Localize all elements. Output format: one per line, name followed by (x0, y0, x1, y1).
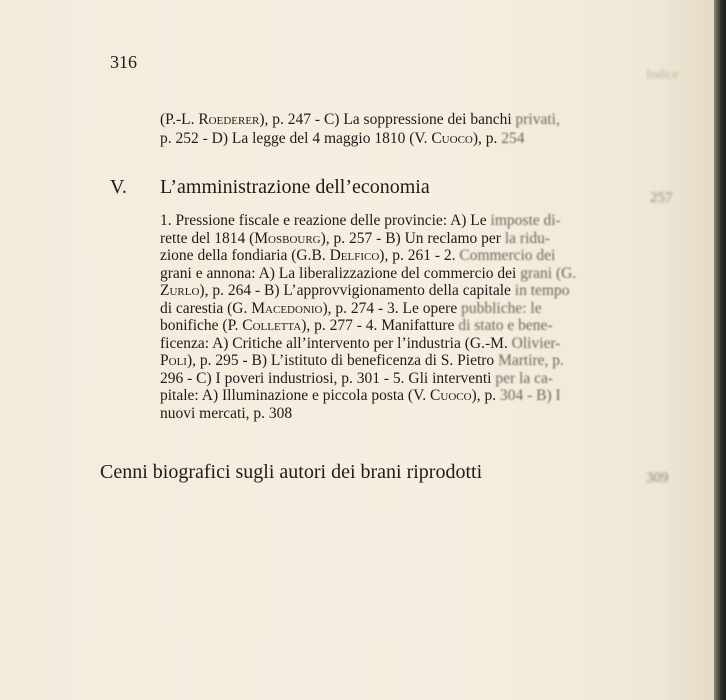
section-numeral: V. (110, 176, 127, 198)
toc-line: (P.-L. Roederer), p. 247 - C) La soppressione dei banchi privati, (160, 111, 560, 128)
author-name: Poli (160, 352, 187, 369)
toc-line: Poli), p. 295 - B) L’istituto di beneficenza di S. Pietro Martire, p. (160, 352, 564, 369)
author-name: Zurlo (160, 282, 200, 299)
section-page-number: 257 (650, 190, 673, 206)
toc-line: nuovi mercati, p. 308 (160, 404, 293, 422)
toc-line: grani e annona: A) La liberalizzazione del commercio dei grani (G. (160, 264, 577, 282)
section-entries (160, 212, 576, 422)
appendix-title: Cenni biografici sugli autori dei brani riprodotti (100, 461, 483, 483)
toc-line: di carestia (G. Macedonio), p. 274 - 3. Le opere pubbliche: le (160, 299, 542, 317)
toc-line: bonifiche (P. Colletta), p. 277 - 4. Manifatture di stato e bene- (160, 317, 553, 334)
author-name: Cuoco (430, 387, 472, 404)
page-edge-shadow (714, 0, 726, 700)
toc-line: pitale: A) Illuminazione e piccola posta (V. Cuoco), p. 304 - B) I (160, 387, 561, 404)
section-title: L’amministrazione dell’economia (160, 176, 430, 198)
toc-line: Zurlo), p. 264 - B) L’approvvigionamento della capitale in tempo (160, 282, 570, 299)
author-name: Delfico (329, 247, 380, 264)
author-name: Mosbourg (254, 229, 321, 247)
author-name: Roederer (198, 111, 260, 128)
toc-line: 1. Pressione fiscale e reazione delle provincie: A) Le imposte di- (160, 212, 561, 229)
toc-line: zione della fondiaria (G.B. Delfico), p. 261 - 2. Commercio dei (160, 247, 556, 264)
page-number: 316 (110, 52, 137, 72)
toc-line: ficenza: A) Critiche all’intervento per l’industria (G.-M. Olivier- (160, 334, 561, 352)
author-name: Macedonio (251, 299, 323, 317)
running-head: Indice (646, 66, 679, 81)
author-name: Colletta (242, 317, 302, 334)
toc-line: rette del 1814 (Mosbourg), p. 257 - B) Un reclamo per la ridu- (160, 229, 551, 247)
toc-continuation (160, 110, 560, 148)
toc-line: 296 - C) I poveri industriosi, p. 301 - 5. Gli interventi per la ca- (160, 369, 554, 387)
author-name: Cuoco (431, 130, 473, 147)
appendix-page-number: 309 (646, 470, 669, 486)
toc-line: p. 252 - D) La legge del 4 maggio 1810 (V. Cuoco), p. 254 (160, 130, 525, 147)
